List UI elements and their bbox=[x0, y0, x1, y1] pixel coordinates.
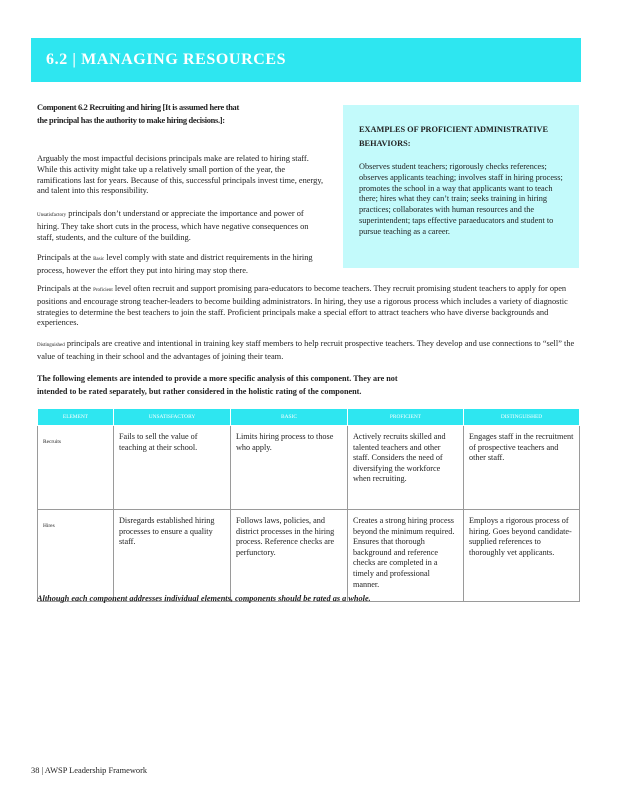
unsatisfactory-label: Unsatisfactory bbox=[37, 213, 67, 218]
header-proficient: PROFICIENT bbox=[348, 409, 464, 426]
distinguished-text: principals are creative and intentional in training key staff members to help recruit prospective teachers. They develop and use connections to “sell” the value of teaching in their school and the advantages of joining their team. bbox=[37, 339, 575, 361]
examples-sidebox-body: Observes student teachers; rigorously checks references; observes applicants teaching; involves staff in hiring process; promotes the school in a way that applicants want to teach there; hires what they can’t train; seeks training in hiring practices; collaborates with human resources and the superintendent; taps effective paraeducators and student to pursue teaching as a career. bbox=[359, 162, 563, 236]
section-header-band bbox=[31, 38, 581, 82]
rubric-header-row bbox=[38, 409, 580, 426]
table-cell: Employs a rigorous process of hiring. Goes beyond candidate-supplied references to thoroughly vet applicants. bbox=[464, 510, 580, 602]
section-title: 6.2 | MANAGING RESOURCES bbox=[46, 51, 287, 68]
distinguished-label: Distinguished bbox=[37, 343, 65, 348]
basic-label: Basic bbox=[93, 257, 105, 262]
closing-note: Although each component addresses individual elements, components should be rated as a whole. bbox=[37, 594, 371, 603]
unsatisfactory-text: principals don’t understand or appreciate the importance and power of hiring. They take short cuts in the process, which have negative consequences on staff, students, and the culture of the building. bbox=[37, 209, 309, 242]
basic-paragraph bbox=[37, 253, 327, 277]
table-row bbox=[38, 510, 580, 602]
row-element-label: Hires bbox=[38, 510, 114, 602]
header-basic: BASIC bbox=[231, 409, 348, 426]
table-cell: Disregards established hiring processes to ensure a quality staff. bbox=[114, 510, 231, 602]
basic-text: level comply with state and district requirements in the hiring process, however the effort they put into hiring may stop there. bbox=[37, 253, 313, 275]
examples-sidebox-title: EXAMPLES OF PROFICIENT ADMINISTRATIVE BEHAVIORS: bbox=[359, 125, 549, 148]
proficient-paragraph bbox=[37, 284, 579, 329]
rubric-table bbox=[37, 408, 580, 602]
component-heading: Component 6.2 Recruiting and hiring [It is assumed here that the principal has the authority to make hiring decisions.]: bbox=[37, 103, 239, 125]
table-cell: Actively recruits skilled and talented teachers and other staff. Considers the need of diversifying the workforce when recruiting. bbox=[348, 426, 464, 510]
proficient-lead: Principals at the bbox=[37, 284, 91, 293]
examples-sidebox bbox=[343, 105, 579, 268]
table-cell: Follows laws, policies, and district processes in the hiring process. Reference checks are perfunctory. bbox=[231, 510, 348, 602]
distinguished-paragraph bbox=[37, 339, 579, 363]
row-element-label: Recruits bbox=[38, 426, 114, 510]
unsatisfactory-paragraph bbox=[37, 209, 327, 243]
proficient-label: Proficient bbox=[93, 288, 113, 293]
proficient-text: level often recruit and support promising para-educators to become teachers. They recruit promising student teachers to apply for open positions and encourage strong teacher-leaders to become building administrators. In hiring, they use a rigorous process which includes a variety of diagnostic strategies to determine the best teachers to join the staff. Proficient principals make a special effort to attract teachers who have diverse backgrounds and experiences. bbox=[37, 284, 568, 328]
table-cell: Limits hiring process to those who apply. bbox=[231, 426, 348, 510]
header-unsatisfactory: UNSATISFACTORY bbox=[114, 409, 231, 426]
header-distinguished: DISTINGUISHED bbox=[464, 409, 580, 426]
table-cell: Fails to sell the value of teaching at their school. bbox=[114, 426, 231, 510]
table-row bbox=[38, 426, 580, 510]
rubric-intro: The following elements are intended to provide a more specific analysis of this component. They are not intended to be rated separately, but rather considered in the holistic rating of the component. bbox=[37, 374, 398, 396]
page-footer: 38 | AWSP Leadership Framework bbox=[31, 766, 148, 775]
header-element: ELEMENT bbox=[38, 409, 114, 426]
basic-lead: Principals at the bbox=[37, 253, 91, 262]
intro-paragraph: Arguably the most impactful decisions principals make are related to hiring staff. While this activity might take up a relatively small portion of the year, the ramifications last for years. Because of this, successful principals invest time, energy, and talent into this responsibility. bbox=[37, 154, 324, 196]
table-cell: Creates a strong hiring process beyond the minimum required. Ensures that thorough background and reference checks are completed in a timely and professional manner. bbox=[348, 510, 464, 602]
table-cell: Engages staff in the recruitment of prospective teachers and other staff. bbox=[464, 426, 580, 510]
